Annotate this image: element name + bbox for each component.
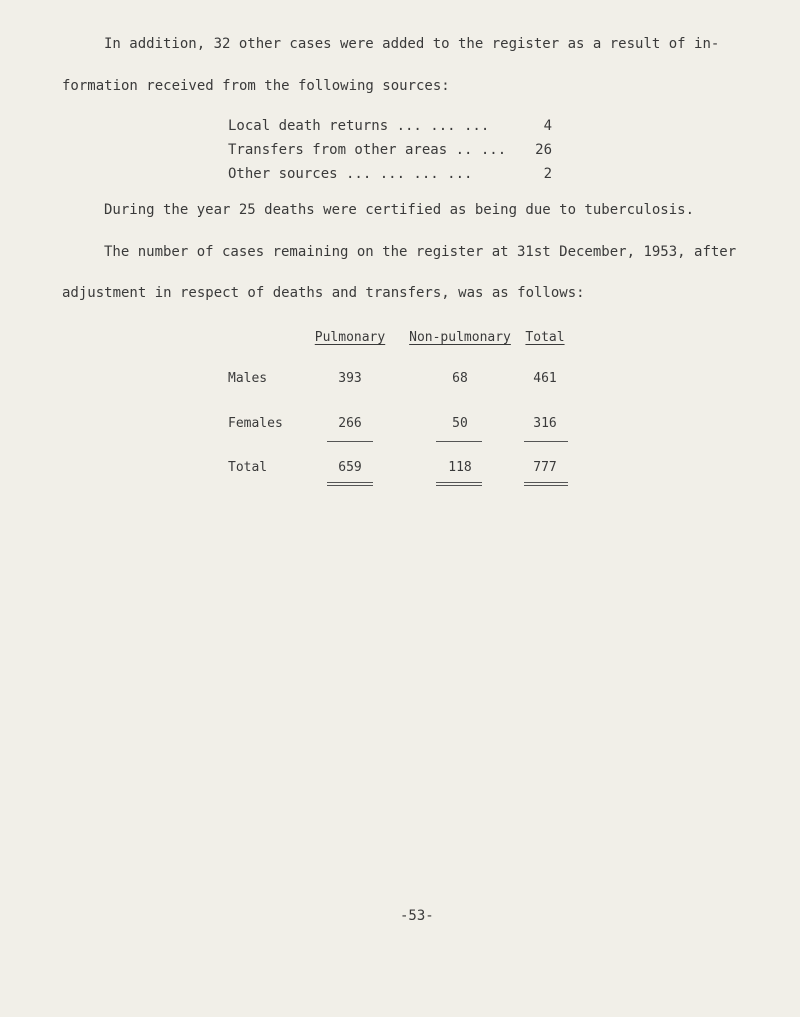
cell-males-total: 461 (533, 371, 557, 386)
source-value: 2 (543, 166, 552, 182)
source-label: Local death returns ... ... ... (228, 118, 490, 134)
cell-females-total: 316 (533, 416, 557, 431)
source-value: 4 (543, 118, 552, 134)
source-value: 26 (535, 142, 552, 158)
total-double-rule (524, 482, 568, 483)
paragraph-remaining-line2: adjustment in respect of deaths and transfers, was as follows: (62, 285, 585, 301)
cell-males-pulmonary: 393 (338, 371, 362, 386)
row-label-total: Total (228, 460, 268, 475)
source-label: Transfers from other areas .. ... (228, 142, 507, 158)
cell-total-total: 777 (533, 460, 557, 475)
paragraph-deaths: During the year 25 deaths were certified as being due to tuberculosis. (104, 202, 695, 218)
subtotal-rule (327, 441, 373, 442)
cell-total-non-pulmonary: 118 (448, 460, 472, 475)
total-double-rule (436, 482, 482, 483)
cell-females-non-pulmonary: 50 (452, 416, 468, 431)
row-label-females: Females (228, 416, 283, 431)
total-double-rule (436, 485, 482, 486)
header-total: Total (525, 330, 565, 345)
paragraph-additions-line2: formation received from the following sources: (62, 78, 450, 94)
header-non-pulmonary: Non-pulmonary (409, 330, 511, 345)
source-label: Other sources ... ... ... ... (228, 166, 473, 182)
total-double-rule (327, 482, 373, 483)
subtotal-rule (436, 441, 482, 442)
subtotal-rule (524, 441, 568, 442)
paragraph-additions-line1: In addition, 32 other cases were added to the register as a result of in- (104, 36, 720, 52)
cell-males-non-pulmonary: 68 (452, 371, 468, 386)
paragraph-remaining-line1: The number of cases remaining on the register at 31st December, 1953, after (104, 244, 737, 260)
total-double-rule (524, 485, 568, 486)
row-label-males: Males (228, 371, 268, 386)
cell-females-pulmonary: 266 (338, 416, 362, 431)
total-double-rule (327, 485, 373, 486)
header-pulmonary: Pulmonary (314, 330, 386, 345)
page-number: -53- (400, 908, 434, 924)
cell-total-pulmonary: 659 (338, 460, 362, 475)
